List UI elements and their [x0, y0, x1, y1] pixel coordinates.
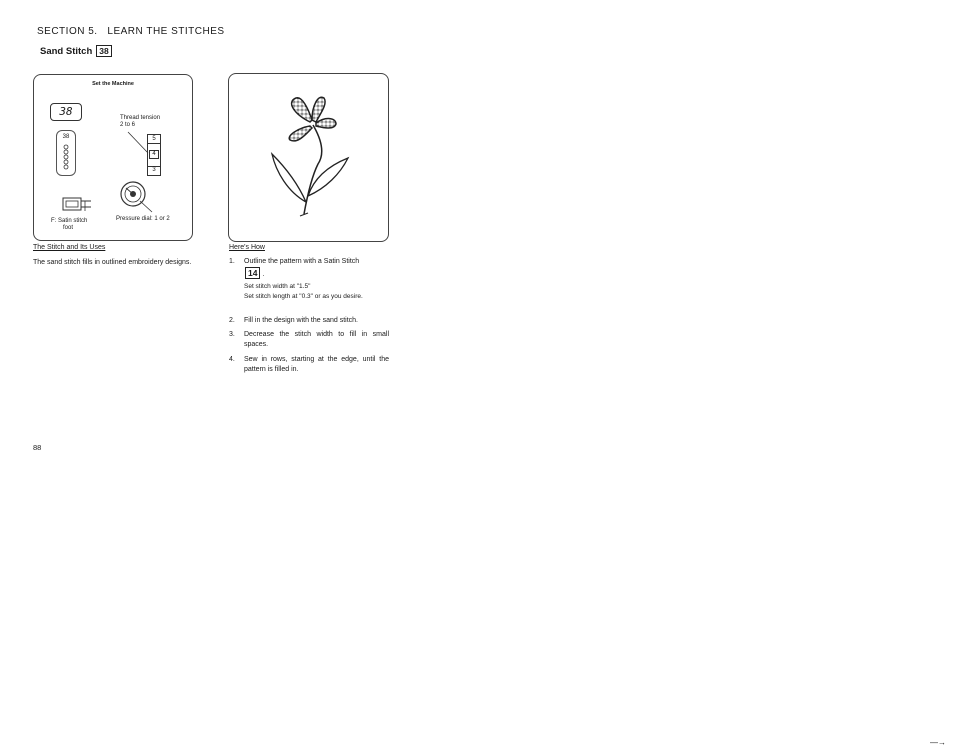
step-item: [229, 330, 389, 350]
step1-length-setting: Set stitch length at "0.3" or as you desire.: [244, 293, 363, 300]
step-item: [229, 355, 389, 375]
thread-tension-range: 2 to 6: [120, 122, 136, 128]
tension-number: 3: [148, 166, 160, 174]
satin-stitch-code-badge: 14: [245, 267, 260, 279]
tension-number: 5: [148, 136, 160, 144]
tension-dial: [147, 134, 161, 176]
heres-how-heading: Here's How: [229, 244, 265, 251]
step-code-line: [245, 267, 264, 280]
sand-stitch-pattern-icon: [62, 144, 70, 170]
lcd-display-code: 38: [59, 105, 73, 118]
step-number: 1.: [229, 258, 235, 265]
page-title: [40, 45, 112, 57]
tension-number-selected: 4: [149, 150, 159, 159]
step-text: Outline the pattern with a Satin Stitch: [244, 258, 360, 265]
next-page-arrow: —→: [930, 738, 946, 747]
step-text: Decrease the stitch width to fill in small spaces.: [244, 331, 389, 348]
pattern-selector-code: 38: [62, 134, 70, 140]
lcd-display: [50, 103, 82, 121]
foot-label: F: Satin stitch: [51, 218, 88, 224]
stitch-uses-body: The sand stitch fills in outlined embroidery designs.: [33, 259, 192, 266]
pattern-selector: [56, 130, 76, 176]
satin-stitch-foot-icon: [62, 195, 92, 213]
step-number: 3.: [229, 331, 235, 338]
thread-tension-label: Thread tension: [120, 115, 161, 121]
step1-width-setting: Set stitch width at "1.5": [244, 283, 311, 290]
page-number: 88: [33, 443, 42, 452]
period: .: [260, 271, 265, 278]
stitch-title: Sand Stitch: [40, 46, 93, 57]
flower-illustration-panel: [228, 73, 389, 242]
pressure-dial-label: Pressure dial: 1 or 2: [116, 216, 170, 222]
step-number: 4.: [229, 356, 235, 363]
step-item: [229, 316, 389, 326]
set-machine-panel: [33, 74, 193, 241]
step-number: 2.: [229, 317, 235, 324]
pressure-dial-icon: [118, 179, 158, 217]
section-heading: SECTION 5. LEARN THE STITCHES: [37, 26, 225, 37]
step-item: [229, 257, 389, 267]
foot-label-2: foot: [63, 225, 74, 231]
set-machine-title: Set the Machine: [92, 81, 134, 87]
pattern-code-badge: 38: [96, 45, 111, 57]
stitch-uses-heading: The Stitch and Its Uses: [33, 244, 106, 251]
step-text: Sew in rows, starting at the edge, until the pattern is filled in.: [244, 356, 389, 373]
step-text: Fill in the design with the sand stitch.: [244, 317, 359, 324]
flower-embroidery-illustration: [264, 92, 364, 222]
